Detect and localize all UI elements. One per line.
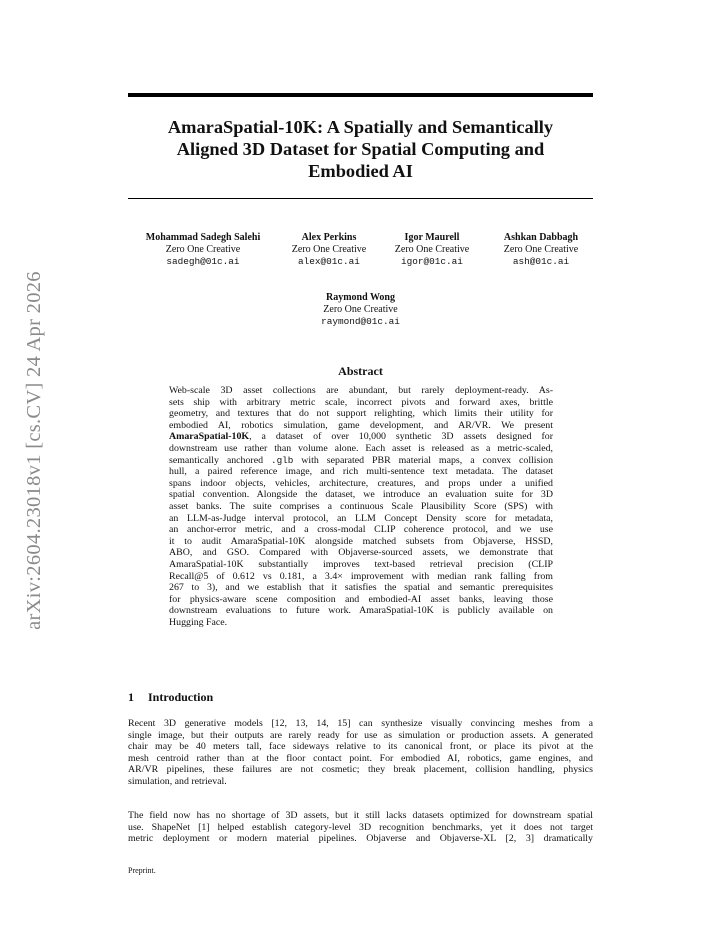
intro-p2-line: The field now has no shortage of 3D assets, but it still lacks datasets optimized for downstream spatial — [128, 810, 593, 821]
author-email[interactable]: sadegh@01c.ai — [166, 256, 240, 267]
author-name: Ashkan Dabbagh — [503, 232, 579, 243]
abstract-line: spatial convention. Alongside the dataset, we introduce an evaluation suite for 3D — [169, 489, 553, 501]
abstract-line: AmaraSpatial-10K substantially improves text-based retrieval precision (CLIP — [169, 558, 553, 570]
author-dabbagh — [486, 232, 596, 268]
author-maurell — [384, 232, 480, 268]
abstract-line: geometry, and textures that do not support relighting, which limits their utility for — [169, 408, 553, 420]
author-block — [128, 232, 593, 327]
introduction-paragraph-1 — [128, 718, 593, 788]
author-affiliation: Zero One Creative — [394, 244, 470, 255]
abstract-line: Recall@5 of 0.612 vs 0.181, a 3.4× improvement with median rank falling from — [169, 570, 553, 582]
intro-p1-line: simulation, and retrieval. — [128, 775, 227, 787]
author-affiliation: Zero One Creative — [291, 244, 367, 255]
author-perkins — [280, 232, 378, 268]
abstract-line: an LLM-as-Judge interval protocol, an LLM Concept Density score for metadata, — [169, 512, 553, 524]
intro-p1-line: mesh centroid rather than at the floor contact point. For embodied AI, robotics, game engines, and — [128, 752, 593, 764]
abstract-line: semantically anchored .glb with separated PBR material maps, a convex collision — [169, 454, 554, 466]
intro-p1-line: chair may be 40 meters tall, face sideways relative to its canonical front, or place its pivot at the — [128, 741, 593, 753]
abstract-line: 267 to 3), and we establish that it satisfies the spatial and semantic prerequisites — [169, 582, 553, 594]
intro-p2-line: metric deployment or modern material pipelines. Objaverse and Objaverse-XL [2, 3] dramatically — [128, 833, 593, 845]
author-email[interactable]: alex@01c.ai — [298, 256, 360, 267]
author-email[interactable]: igor@01c.ai — [401, 256, 463, 267]
title-line: AmaraSpatial-10K: A Spatially and Semantically — [167, 117, 554, 137]
title-top-rule — [128, 93, 593, 97]
paper-title — [128, 116, 593, 182]
abstract-line: sets ship with arbitrary metric scale, incorrect pivots and forward axes, brittle — [169, 396, 553, 408]
author-email[interactable]: ash@01c.ai — [512, 256, 570, 267]
author-name: Raymond Wong — [325, 292, 395, 303]
abstract-line: for physics-aware scene composition and embodied-AI asset banks, leaving those — [169, 593, 553, 605]
abstract-line: embodied AI, robotics simulation, game development, and AR/VR. We present — [169, 419, 553, 431]
abstract-line: hull, a paired reference image, and rich multi-sentence text metadata. The dataset — [169, 466, 553, 478]
intro-p1-line: Recent 3D generative models [12, 13, 14, 15] can synthesize visually convincing meshes from a — [128, 718, 593, 729]
title-bottom-rule — [128, 198, 593, 199]
arxiv-identifier-text: arXiv:2604.23018v1 [cs.CV] 24 Apr 2026 — [22, 270, 45, 630]
abstract-line: an anchor-error metric, and a cross-modal CLIP coherence protocol, and we use — [169, 524, 553, 536]
author-name: Alex Perkins — [301, 232, 357, 243]
intro-p1-line: AR/VR pipelines, these failures are not cosmetic; they break placement, collision handling, physics — [128, 764, 593, 776]
abstract-line: asset banks. The suite comprises a continuous Scale Plausibility Score (SPS) with — [169, 500, 553, 512]
abstract-line: downstream evaluations to future work. AmaraSpatial-10K is publicly available on — [169, 605, 553, 617]
author-email[interactable]: raymond@01c.ai — [321, 316, 400, 327]
abstract-body — [169, 385, 553, 628]
section-heading-introduction — [128, 690, 213, 705]
abstract-line: it to audit AmaraSpatial-10K alongside matched subsets from Objaverse, HSSD, — [169, 535, 553, 547]
abstract-line: downstream use rather than volume alone. Each asset is released as a metric-scaled, — [169, 442, 553, 454]
intro-p2-line: use. ShapeNet [1] helped establish category-level 3D recognition benchmarks, yet it does not target — [128, 821, 593, 833]
arxiv-identifier-stamp — [8, 260, 60, 640]
author-affiliation: Zero One Creative — [323, 304, 398, 315]
footer-preprint: Preprint. — [128, 866, 156, 875]
author-salehi — [128, 232, 278, 268]
intro-p1-line: single image, but their outputs are rarely ready for use as simulation or production assets. A generated — [128, 729, 593, 741]
abstract-line: Web-scale 3D asset collections are abundant, but rarely deployment-ready. As- — [169, 385, 553, 396]
introduction-paragraph-2 — [128, 810, 593, 845]
section-number: 1 — [128, 690, 134, 704]
title-line: Embodied AI — [308, 161, 413, 181]
abstract-line: AmaraSpatial-10K, a dataset of over 10,000 synthetic 3D assets designed for — [169, 431, 553, 443]
author-affiliation: Zero One Creative — [165, 244, 241, 255]
author-wong — [128, 292, 593, 328]
abstract-line: ABO, and GSO. Compared with Objaverse-sourced assets, we demonstrate that — [169, 547, 553, 559]
title-line: Aligned 3D Dataset for Spatial Computing and — [176, 139, 545, 159]
author-affiliation: Zero One Creative — [503, 244, 579, 255]
author-name: Mohammad Sadegh Salehi — [145, 232, 261, 243]
abstract-line: spans indoor objects, vehicles, architecture, creatures, and props under a unified — [169, 477, 553, 489]
section-title: Introduction — [148, 690, 214, 704]
abstract-line: Hugging Face. — [169, 616, 228, 628]
author-name: Igor Maurell — [404, 232, 460, 243]
abstract-heading: Abstract — [338, 364, 383, 378]
